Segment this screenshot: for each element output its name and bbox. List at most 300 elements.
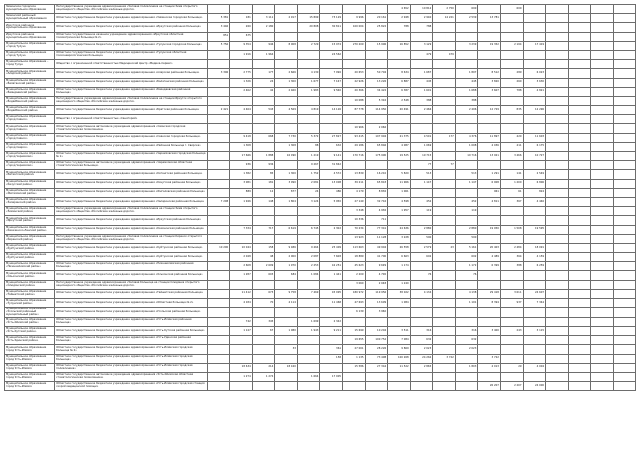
organization-cell: Областное государственное бюджетное учреждение здравоохранения «Качугская районная больница» (55, 179, 207, 188)
value-cell: 20 808 (297, 23, 320, 32)
table-row (5, 142, 636, 151)
value-cell: 3 607 (478, 87, 501, 96)
value-cell (591, 289, 614, 298)
value-cell (252, 124, 275, 133)
value-cell (546, 60, 569, 69)
value-cell: 19 352 (478, 41, 501, 50)
value-cell (388, 115, 411, 124)
value-cell (613, 234, 635, 243)
value-cell (613, 69, 635, 78)
value-cell (230, 216, 253, 225)
value-cell: 6 008 (478, 179, 501, 188)
value-cell (297, 299, 320, 308)
organization-cell: Областное государственное бюджетное учреждение здравоохранения «Районная больница г. Свирска» (55, 142, 207, 151)
value-cell (207, 216, 230, 225)
value-cell: 3 306 (207, 69, 230, 78)
value-cell: 13 008 (320, 179, 343, 188)
value-cell (207, 96, 230, 105)
value-cell: 1 688 (455, 87, 478, 96)
value-cell: 5 950 (320, 197, 343, 206)
value-cell (591, 363, 614, 372)
value-cell (568, 207, 591, 216)
value-cell: 7 730 (275, 133, 298, 142)
value-cell (410, 373, 433, 382)
value-cell: 9 354 (230, 41, 253, 50)
value-cell: 243 (500, 327, 523, 336)
value-cell: 4 179 (343, 188, 366, 197)
value-cell: 4 700 (365, 271, 388, 280)
value-cell (568, 50, 591, 59)
value-cell (230, 5, 253, 14)
value-cell: 7 469 (297, 289, 320, 298)
value-cell (523, 336, 546, 345)
value-cell (478, 345, 501, 354)
value-cell (568, 41, 591, 50)
value-cell (455, 382, 478, 391)
value-cell: 4 184 (230, 299, 253, 308)
value-cell: 9 464 (297, 243, 320, 252)
value-cell (320, 216, 343, 225)
value-cell (410, 262, 433, 271)
value-cell: 500 (455, 234, 478, 243)
municipality-cell: Муниципальное образование «город Черемхово» (5, 161, 55, 170)
value-cell (591, 243, 614, 252)
value-cell (433, 115, 456, 124)
value-cell: 717 (252, 225, 275, 234)
value-cell: 49 904 (365, 243, 388, 252)
table-row (5, 152, 636, 161)
value-cell (252, 308, 275, 318)
value-cell: 1 803 (455, 363, 478, 372)
value-cell: 17 905 (320, 373, 343, 382)
value-cell: 24 000 (523, 382, 546, 391)
organization-cell: Областное государственное бюджетное учреждение здравоохранения «Областная больница № 2» (55, 299, 207, 308)
value-cell: 11 966 (388, 179, 411, 188)
value-cell: 4 013 (478, 363, 501, 372)
value-cell (568, 188, 591, 197)
value-cell: 9 869 (388, 345, 411, 354)
value-cell: 12 296 (523, 106, 546, 115)
value-cell: 2 207 (500, 382, 523, 391)
municipality-cell: Муниципальное образование «Тулунский район» (5, 299, 55, 308)
value-cell (275, 317, 298, 326)
value-cell (591, 5, 614, 14)
organization-cell: Областное государственное казенное учреждение здравоохранения «Иркутская областная психиатрическая больница № 2» (55, 32, 207, 41)
value-cell: 1 664 (297, 373, 320, 382)
value-cell (478, 280, 501, 289)
value-cell (455, 188, 478, 197)
value-cell: 73 498 (365, 354, 388, 363)
value-cell (591, 280, 614, 289)
value-cell (568, 216, 591, 225)
municipality-cell: Иркутское районное муниципальное образование (5, 23, 55, 32)
organization-cell: Областное государственное бюджетное учреждение здравоохранения «Ольхонская районная больница» (55, 271, 207, 280)
value-cell: 19 050 (478, 225, 501, 234)
value-cell (410, 60, 433, 69)
value-cell: 10 966 (343, 124, 366, 133)
value-cell: 2 087 (297, 253, 320, 262)
value-cell: 5 161 (455, 243, 478, 252)
municipality-cell: Муниципальное образование «Усольский районный муниципальный район» (5, 308, 55, 318)
value-cell: 2 666 (275, 69, 298, 78)
value-cell (478, 336, 501, 345)
table-row (5, 243, 636, 252)
value-cell (613, 50, 635, 59)
value-cell (546, 170, 569, 179)
value-cell: 7 608 (320, 253, 343, 262)
value-cell: 10 727 (523, 152, 546, 161)
value-cell (546, 115, 569, 124)
organization-cell: Общество с ограниченной ответственностью Медицинский Центр «Медика-Сервис» (55, 60, 207, 69)
value-cell (500, 14, 523, 23)
value-cell: 93 415 (343, 133, 366, 142)
value-cell: 4 811 (478, 197, 501, 206)
municipality-cell: Муниципальное образование «город Саянск» (5, 133, 55, 142)
value-cell (207, 363, 230, 372)
value-cell: 4 821 (523, 87, 546, 96)
value-cell (613, 87, 635, 96)
value-cell: 452 (410, 197, 433, 206)
value-cell: 1 441 (320, 271, 343, 280)
value-cell: 114 950 (365, 106, 388, 115)
value-cell (613, 14, 635, 23)
value-cell (433, 345, 456, 354)
value-cell (478, 5, 501, 14)
value-cell (546, 216, 569, 225)
value-cell: 361 (320, 345, 343, 354)
value-cell (433, 32, 456, 41)
table-row (5, 382, 636, 391)
table-row (5, 188, 636, 197)
value-cell (365, 115, 388, 124)
value-cell (275, 280, 298, 289)
value-cell: 877 (275, 188, 298, 197)
value-cell (591, 14, 614, 23)
municipality-cell: Муниципальное образование «Заларинский район» (5, 197, 55, 206)
value-cell (568, 317, 591, 326)
value-cell (500, 216, 523, 225)
value-cell: 4 598 (388, 197, 411, 206)
value-cell: 4 130 (297, 69, 320, 78)
value-cell: 26 558 (388, 243, 411, 252)
municipality-cell: Муниципальное образование «Куйтунский район» (5, 243, 55, 252)
value-cell: 2 466 (410, 106, 433, 115)
value-cell (591, 327, 614, 336)
municipality-cell: Муниципальное образование «Киренский район» (5, 234, 55, 243)
value-cell: 1 326 (230, 78, 253, 87)
spreadsheet-page (4, 4, 636, 449)
value-cell (275, 5, 298, 14)
value-cell: 19 715 (410, 152, 433, 161)
value-cell (568, 32, 591, 41)
value-cell: 2 048 (365, 280, 388, 289)
value-cell: 5 316 (365, 96, 388, 105)
value-cell: 6 387 (388, 87, 411, 96)
value-cell: 100 268 (388, 354, 411, 363)
value-cell (613, 271, 635, 280)
value-cell (613, 289, 635, 298)
value-cell: 420 (500, 133, 523, 142)
value-cell: 1 687 (410, 69, 433, 78)
value-cell: 4 652 (388, 5, 411, 14)
value-cell: 2 496 (455, 106, 478, 115)
value-cell (230, 280, 253, 289)
value-cell: 7 167 (320, 78, 343, 87)
value-cell (523, 50, 546, 59)
value-cell: 2 548 (388, 96, 411, 105)
value-cell (500, 207, 523, 216)
value-cell: 388 (410, 96, 433, 105)
value-cell (297, 336, 320, 345)
value-cell (568, 336, 591, 345)
value-cell: 1 888 (252, 152, 275, 161)
value-cell (365, 32, 388, 41)
value-cell (568, 225, 591, 234)
value-cell: 70 (252, 299, 275, 308)
value-cell: 88 (297, 142, 320, 151)
value-cell (433, 179, 456, 188)
value-cell: 16 090 (275, 152, 298, 161)
value-cell (568, 96, 591, 105)
organization-cell: Областное государственное бюджетное учреждение здравоохранения «Усть-Илимская районная больница» (55, 317, 207, 326)
value-cell (568, 142, 591, 151)
value-cell (613, 345, 635, 354)
value-cell: 14 221 (433, 14, 456, 23)
value-cell: 12 (252, 188, 275, 197)
value-cell: 19 595 (523, 225, 546, 234)
value-cell: 1 308 (230, 142, 253, 151)
value-cell (207, 345, 230, 354)
value-cell (433, 336, 456, 345)
value-cell: 27 827 (320, 133, 343, 142)
value-cell: 1 174 (388, 262, 411, 271)
value-cell: 2 253 (297, 262, 320, 271)
municipality-cell: Муниципальное образование «город Саянск» (5, 124, 55, 133)
value-cell (275, 207, 298, 216)
value-cell (433, 327, 456, 336)
value-cell (591, 336, 614, 345)
value-cell (613, 179, 635, 188)
value-cell (433, 96, 456, 105)
value-cell (297, 382, 320, 391)
value-cell: 158 (320, 354, 343, 363)
table-row (5, 179, 636, 188)
value-cell: 2 940 (410, 14, 433, 23)
value-cell (591, 161, 614, 170)
organization-cell: Областное государственное бюджетное учреждение здравоохранения «Куйтунская районная больница» (55, 243, 207, 252)
value-cell (207, 207, 230, 216)
value-cell: 8 008 (275, 41, 298, 50)
value-cell (478, 60, 501, 69)
value-cell (297, 96, 320, 105)
value-cell: 177 (433, 133, 456, 142)
value-cell: 2 729 (297, 41, 320, 50)
value-cell (568, 106, 591, 115)
value-cell (433, 363, 456, 372)
value-cell (207, 280, 230, 289)
value-cell (410, 115, 433, 124)
municipality-cell: Муниципальное образование «Казачинско-Ленский район» (5, 225, 55, 234)
value-cell: 15 586 (343, 363, 366, 372)
value-cell (252, 234, 275, 243)
value-cell: 3 239 (455, 41, 478, 50)
table-row (5, 207, 636, 216)
value-cell (343, 50, 366, 59)
value-cell (433, 234, 456, 243)
value-cell: 14 126 (320, 106, 343, 115)
value-cell: 711 (365, 216, 388, 225)
value-cell: 119 (410, 207, 433, 216)
value-cell (613, 60, 635, 69)
value-cell (591, 354, 614, 363)
value-cell (591, 170, 614, 179)
value-cell: 2 194 (500, 41, 523, 50)
value-cell (252, 216, 275, 225)
value-cell (230, 382, 253, 391)
value-cell (568, 60, 591, 69)
value-cell: 76 (455, 271, 478, 280)
value-cell (568, 289, 591, 298)
value-cell (455, 161, 478, 170)
value-cell (320, 363, 343, 372)
value-cell: 4 138 (455, 289, 478, 298)
value-cell: 936 (230, 161, 253, 170)
value-cell: 1 274 (252, 373, 275, 382)
value-cell (500, 345, 523, 354)
value-cell (230, 96, 253, 105)
value-cell: 445 (410, 78, 433, 87)
value-cell (523, 115, 546, 124)
value-cell: 2 917 (275, 14, 298, 23)
value-cell: 148 (252, 197, 275, 206)
value-cell (433, 78, 456, 87)
value-cell: 603 (252, 271, 275, 280)
value-cell (591, 225, 614, 234)
value-cell: 2 048 (230, 253, 253, 262)
value-cell: 100 752 (365, 336, 388, 345)
value-cell: 113 663 (343, 243, 366, 252)
value-cell: 11 468 (320, 299, 343, 308)
value-cell (523, 23, 546, 32)
value-cell (500, 354, 523, 363)
organization-cell: Областное государственное бюджетное учреждение здравоохранения «Заларинская районная больница» (55, 197, 207, 206)
organization-cell: Областное государственное автономное учреждение здравоохранения «Саянская городская стоматологическая поликлиника» (55, 124, 207, 133)
value-cell: 77 341 (365, 225, 388, 234)
value-cell (207, 382, 230, 391)
value-cell: 1 191 (455, 299, 478, 308)
value-cell: 100 004 (343, 23, 366, 32)
value-cell (478, 115, 501, 124)
value-cell: 3 081 (230, 179, 253, 188)
value-cell (591, 262, 614, 271)
value-cell: 513 (410, 170, 433, 179)
table-row (5, 253, 636, 262)
value-cell: 3 820 (478, 78, 501, 87)
value-cell (275, 308, 298, 318)
value-cell (320, 5, 343, 14)
value-cell (207, 78, 230, 87)
value-cell (591, 41, 614, 50)
value-cell (275, 373, 298, 382)
value-cell (613, 308, 635, 318)
municipality-cell: Муниципальное образование «Качугский район» (5, 179, 55, 188)
value-cell (433, 142, 456, 151)
value-cell (478, 373, 501, 382)
value-cell (275, 336, 298, 345)
value-cell: 946 (252, 41, 275, 50)
organization-cell: Областное государственное бюджетное учреждение здравоохранения «Иркутская районная больница» (55, 23, 207, 32)
value-cell (207, 142, 230, 151)
value-cell: 4 376 (455, 133, 478, 142)
value-cell (613, 197, 635, 206)
value-cell (410, 188, 433, 197)
value-cell (568, 382, 591, 391)
value-cell (568, 363, 591, 372)
value-cell: 3 115 (523, 327, 546, 336)
value-cell (297, 308, 320, 318)
value-cell (433, 87, 456, 96)
value-cell (207, 87, 230, 96)
value-cell (478, 234, 501, 243)
value-cell (546, 78, 569, 87)
value-cell (207, 115, 230, 124)
value-cell (546, 299, 569, 308)
value-cell: 602 (455, 253, 478, 262)
value-cell (388, 124, 411, 133)
value-cell: 3 348 (343, 207, 366, 216)
value-cell (433, 289, 456, 298)
value-cell: 9 418 (230, 133, 253, 142)
value-cell: 1 135 (343, 354, 366, 363)
value-cell: 4 501 (410, 133, 433, 142)
value-cell: 479 (433, 50, 456, 59)
value-cell: 6 399 (478, 262, 501, 271)
value-cell: 181 (252, 179, 275, 188)
table-row (5, 197, 636, 206)
value-cell (275, 354, 298, 363)
municipality-cell: Муниципальное образование «Иркутский район» (5, 216, 55, 225)
value-cell (478, 216, 501, 225)
value-cell (252, 354, 275, 363)
value-cell: 961 (478, 188, 501, 197)
value-cell (500, 161, 523, 170)
value-cell: 10 204 (365, 327, 388, 336)
value-cell: 2 880 (410, 225, 433, 234)
value-cell: 73 129 (320, 14, 343, 23)
value-cell (568, 78, 591, 87)
municipality-cell: Муниципальное образование «Усть-Илимский район» (5, 317, 55, 326)
table-row (5, 262, 636, 271)
value-cell: 788 (500, 87, 523, 96)
value-cell (478, 308, 501, 318)
value-cell: 9 267 (297, 161, 320, 170)
table-row (5, 308, 636, 318)
value-cell: 41 700 (365, 253, 388, 262)
value-cell: 3 124 (297, 197, 320, 206)
value-cell (207, 152, 230, 161)
value-cell (343, 60, 366, 69)
value-cell: 2 209 (343, 271, 366, 280)
value-cell (613, 243, 635, 252)
value-cell: 24 607 (523, 289, 546, 298)
municipality-cell: Муниципальное образование город Усть-Илимск (5, 382, 55, 391)
value-cell (613, 327, 635, 336)
value-cell (546, 363, 569, 372)
value-cell: 24 (252, 78, 275, 87)
value-cell (591, 188, 614, 197)
value-cell: 1 677 (297, 78, 320, 87)
value-cell: 20 653 (343, 69, 366, 78)
